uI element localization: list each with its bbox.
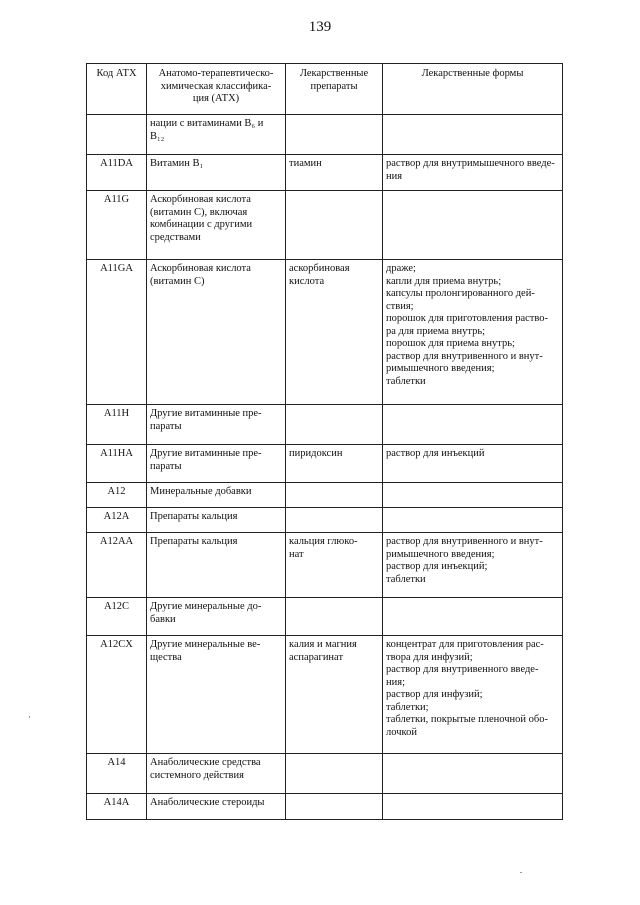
cell-drug: тиамин <box>286 155 383 191</box>
table-row <box>87 754 563 794</box>
scan-speck <box>520 872 522 873</box>
table-row <box>87 191 563 260</box>
cell-classification: Аскорбиновая кислота (витамин С), включая комбинации с другими средствами <box>147 191 286 260</box>
cell-code: A12C <box>87 598 147 636</box>
cell-classification: Препараты кальция <box>147 533 286 598</box>
table-header-row <box>87 64 563 115</box>
cell-drug: аскорбиновая кислота <box>286 260 383 405</box>
table-row <box>87 794 563 820</box>
table-row <box>87 115 563 155</box>
header-forms: Лекарственные формы <box>383 64 563 115</box>
table-row <box>87 598 563 636</box>
cell-forms: драже; капли для приема внутрь; капсулы пролонгированного дей- ствия; порошок для приготовления раство- ра для приема внутрь; порошок для приема внутрь; раствор для внутривенного и внут- римышечного введения; таблетки <box>383 260 563 405</box>
cell-forms <box>383 508 563 533</box>
cell-forms: концентрат для приготовления рас- твора для инфузий; раствор для внутривенного введе- ния; раствор для инфузий; таблетки; таблетки, покрытые пленочной обо- лочкой <box>383 636 563 754</box>
page-number: 139 <box>308 19 332 35</box>
cell-drug <box>286 508 383 533</box>
cell-code <box>87 115 147 155</box>
table-row <box>87 405 563 445</box>
cell-code: A12CX <box>87 636 147 754</box>
cell-code: A11DA <box>87 155 147 191</box>
table-row <box>87 636 563 754</box>
cell-forms <box>383 754 563 794</box>
cell-code: A12AA <box>87 533 147 598</box>
cell-code: A11H <box>87 405 147 445</box>
cell-drug <box>286 794 383 820</box>
cell-code: A14 <box>87 754 147 794</box>
header-code: Код АТХ <box>87 64 147 115</box>
cell-forms <box>383 115 563 155</box>
cell-classification: Витамин B₁ <box>147 155 286 191</box>
scan-speck <box>29 716 30 718</box>
cell-code: A11G <box>87 191 147 260</box>
table-row <box>87 483 563 508</box>
cell-classification: Анаболические средства системного действия <box>147 754 286 794</box>
cell-drug: пиридоксин <box>286 445 383 483</box>
cell-classification: Минеральные добавки <box>147 483 286 508</box>
cell-drug <box>286 598 383 636</box>
cell-classification: нации с витаминами B₆ и B₁₂ <box>147 115 286 155</box>
cell-drug <box>286 405 383 445</box>
cell-classification: Аскорбиновая кислота (витамин С) <box>147 260 286 405</box>
cell-code: A14A <box>87 794 147 820</box>
table-row <box>87 508 563 533</box>
cell-forms <box>383 191 563 260</box>
cell-code: A12 <box>87 483 147 508</box>
header-classification: Анатомо-терапевтическо- химическая классифика- ция (АТХ) <box>147 64 286 115</box>
cell-forms <box>383 483 563 508</box>
table-row <box>87 445 563 483</box>
cell-classification: Анаболические стероиды <box>147 794 286 820</box>
cell-drug: кальция глюко- нат <box>286 533 383 598</box>
atx-classification-table <box>86 63 563 820</box>
cell-forms: раствор для инъекций <box>383 445 563 483</box>
cell-drug <box>286 483 383 508</box>
cell-drug <box>286 754 383 794</box>
cell-forms <box>383 794 563 820</box>
cell-drug <box>286 115 383 155</box>
cell-drug: калия и магния аспарагинат <box>286 636 383 754</box>
cell-forms: раствор для внутримышечного введе- ния <box>383 155 563 191</box>
cell-classification: Препараты кальция <box>147 508 286 533</box>
cell-code: A11HA <box>87 445 147 483</box>
cell-code: A11GA <box>87 260 147 405</box>
cell-forms <box>383 405 563 445</box>
cell-classification: Другие витаминные пре- параты <box>147 405 286 445</box>
cell-drug <box>286 191 383 260</box>
table-row <box>87 155 563 191</box>
cell-classification: Другие минеральные ве- щества <box>147 636 286 754</box>
cell-forms <box>383 598 563 636</box>
header-drug: Лекарственные препараты <box>286 64 383 115</box>
cell-classification: Другие витаминные пре- параты <box>147 445 286 483</box>
table-row <box>87 260 563 405</box>
cell-code: A12A <box>87 508 147 533</box>
cell-classification: Другие минеральные до- бавки <box>147 598 286 636</box>
table-row <box>87 533 563 598</box>
cell-forms: раствор для внутривенного и внут- римышечного введения; раствор для инъекций; таблетки <box>383 533 563 598</box>
